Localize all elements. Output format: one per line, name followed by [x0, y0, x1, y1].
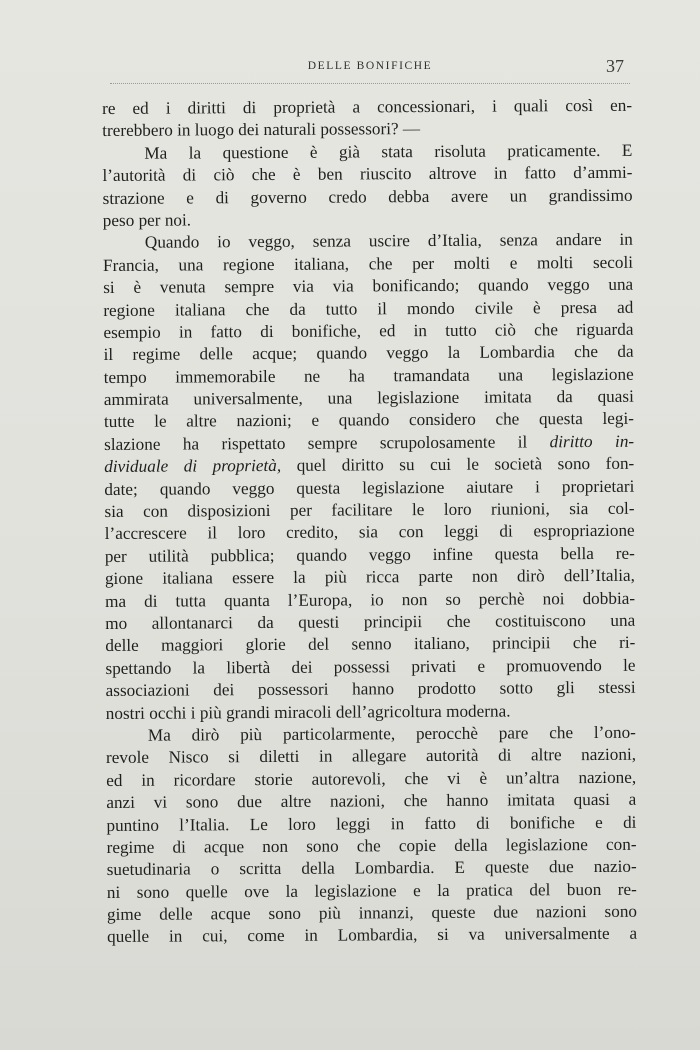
- text-line: ma di tutta quanta l’Europa, io non so perchè noi dobbia-: [105, 588, 636, 611]
- text-line: per utilità pubblica; quando veggo infine questa bella re-: [104, 543, 635, 566]
- text-line: regione italiana che da tutto il mondo civile è presa ad: [103, 297, 634, 320]
- text-line-mixed: [104, 431, 634, 457]
- header-rule: [110, 83, 630, 84]
- italic-segment: dividuale di proprietà,: [104, 456, 282, 477]
- text-line: Francia, una regione italiana, che per molti e molti secoli: [102, 252, 634, 275]
- text-line: Ma la questione è già stata risoluta praticamente. E: [144, 140, 633, 163]
- text-line: ed in ricordare storie autorevoli, che vi è un’altra nazione,: [106, 767, 637, 790]
- text-line: tempo immemorabile ne ha tramandata una legislazione: [103, 364, 634, 387]
- text-line: revole Nisco si diletti in allegare autorità di altre nazioni,: [105, 745, 637, 768]
- text-line: ammirata universalmente, una legislazione imitata da quasi: [103, 386, 634, 410]
- text-line: gione italiana essere la più ricca parte non dirò dell’Italia,: [104, 565, 635, 589]
- text-line: il regime delle acque; quando veggo la Lombardia che da: [103, 342, 634, 365]
- text-line: mo allontanarci da questi principii che costituiscono una: [105, 610, 636, 633]
- body-text: [102, 95, 637, 949]
- text-line: spettando la libertà dei possessi privati e promuovendo le: [105, 655, 636, 678]
- text-line: si è venuta sempre via via bonificando; quando veggo una: [103, 274, 634, 298]
- text-line: Quando io veggo, senza uscire d’Italia, senza andare in: [144, 230, 633, 253]
- text-segment: slazione ha rispettato sempre scrupolosamente il: [104, 432, 550, 454]
- text-line: esempio in fatto di bonifiche, ed in tutto ciò che riguarda: [103, 319, 634, 342]
- text-line: re ed i diritti di proprietà a concessionari, i quali così en-: [102, 95, 633, 118]
- page-number: 37: [606, 56, 624, 76]
- text-line: associazioni dei possessori hanno prodotto sotto gli stessi: [105, 677, 636, 701]
- text-line-mixed: [104, 453, 634, 479]
- text-line: nostri occhi i più grandi miracoli dell’agricoltura moderna.: [105, 701, 511, 723]
- text-line: peso per noi.: [102, 210, 192, 230]
- text-segment: quel diritto su cui le società sono fon-: [281, 454, 635, 476]
- running-head: [110, 56, 630, 82]
- text-line: suetudinaria o scritta della Lombardia. E queste due nazio-: [106, 857, 637, 880]
- text-line: strazione e di governo credo debba avere un grandissimo: [102, 185, 633, 208]
- text-line: quelle in cui, come in Lombardia, si va universalmente a: [107, 924, 638, 947]
- italic-segment: diritto in-: [549, 431, 635, 452]
- text-line: sia con disposizioni per facilitare le loro riunioni, sia col-: [104, 498, 635, 522]
- text-line: l’autorità di ciò che è ben riuscito altrove in fatto d’ammi-: [102, 162, 633, 186]
- running-title: DELLE BONIFICHE: [307, 60, 433, 72]
- text-line: regime di acque non sono che copie della legislazione con-: [106, 834, 637, 857]
- text-line: ni sono quelle ove la legislazione e la pratica del buon re-: [106, 879, 637, 902]
- text-line: delle maggiori glorie del senno italiano, principii che ri-: [105, 633, 636, 656]
- text-line: trerebbero in luogo dei naturali possessori? —: [102, 119, 421, 141]
- text-line: gime delle acque sono più innanzi, queste due nazioni sono: [106, 901, 638, 925]
- text-line: anzi vi sono due altre nazioni, che hanno imitata quasi a: [106, 789, 637, 813]
- text-line: tutte le altre nazioni; e quando considero che questa legi-: [103, 409, 635, 432]
- text-line: Ma dirò più particolarmente, perocchè pare che l’ono-: [147, 722, 636, 745]
- text-line: l’accrescere il loro credito, sia con leggi di espropriazione: [104, 521, 635, 544]
- text-line: puntino l’Italia. Le loro leggi in fatto di bonifiche e di: [106, 812, 637, 835]
- text-line: date; quando veggo questa legislazione aiutare i proprietari: [104, 476, 635, 499]
